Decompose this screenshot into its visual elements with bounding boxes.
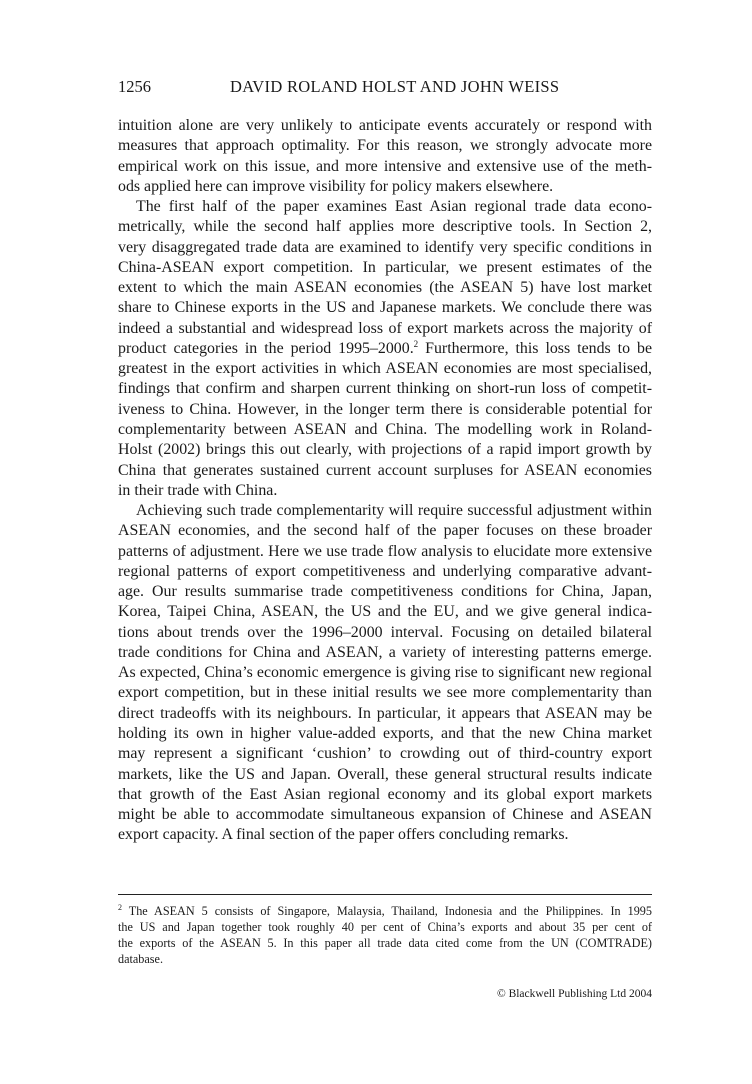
text-line: extent to which the main ASEAN economies (the ASEAN 5) have lost market (118, 279, 652, 297)
running-head-authors: DAVID ROLAND HOLST AND JOHN WEISS (230, 77, 560, 96)
text-line: greatest in the export activities in which ASEAN economies are most specialised, (118, 360, 652, 378)
text-line: China-ASEAN export competition. In particular, we present estimates of the (118, 258, 652, 276)
text-segment: The ASEAN 5 consists of Singapore, Malaysia, Thailand, Indonesia and the Philippines. In 1995 (122, 904, 652, 918)
text-line: ods applied here can improve visibility for policy makers elsewhere. (118, 177, 554, 195)
footnote-line: the US and Japan together took roughly 40 per cent of China’s exports and about 35 per cent of (118, 920, 652, 934)
paragraph (118, 116, 652, 197)
text-line: China that generates sustained current account surpluses for ASEAN economies (118, 461, 652, 479)
text-line: As expected, China’s economic emergence is giving rise to significant new regional (118, 664, 652, 682)
text-line: measures that approach optimality. For this reason, we strongly advocate more (118, 137, 652, 155)
text-line: may represent a significant ‘cushion’ to crowding out of third-country export (118, 745, 652, 763)
text-line: very disaggregated trade data are examined to identify very specific conditions in (118, 238, 652, 256)
text-line: age. Our results summarise trade competitiveness conditions for China, Japan, (118, 583, 652, 601)
text-line: Korea, Taipei China, ASEAN, the US and the EU, and we give general indica- (118, 603, 652, 621)
text-segment: Furthermore, this loss tends to be (418, 339, 652, 357)
text-segment: product categories in the period 1995–2000. (118, 339, 414, 357)
footnote-line (118, 903, 652, 919)
text-line: that growth of the East Asian regional economy and its global export markets (118, 785, 652, 803)
copyright-notice: © Blackwell Publishing Ltd 2004 (496, 988, 652, 1000)
text-line: in their trade with China. (118, 481, 278, 499)
footnote-marker: 2 (118, 903, 122, 912)
footnote (118, 903, 652, 967)
text-line: metrically, while the second half applies more descriptive tools. In Section 2, (118, 218, 652, 236)
footnote-reference[interactable]: 2 (413, 338, 419, 349)
text-line: Achieving such trade complementarity will require successful adjustment within (136, 502, 652, 520)
text-line: findings that confirm and sharpen current thinking on short-run loss of competit- (118, 380, 652, 398)
text-line: ASEAN economies, and the second half of the paper focuses on these broader (118, 522, 652, 540)
text-line (118, 339, 652, 359)
text-line: export competition, but in these initial results we see more complementarity than (118, 684, 652, 702)
text-line: complementarity between ASEAN and China. The modelling work in Roland- (118, 420, 652, 438)
text-line: tions about trends over the 1996–2000 interval. Focusing on detailed bilateral (118, 623, 652, 641)
footnote-line: the exports of the ASEAN 5. In this paper all trade data cited come from the UN (COMTRADE) (118, 936, 652, 950)
text-line: markets, like the US and Japan. Overall, these general structural results indicate (118, 765, 652, 783)
text-line: iveness to China. However, in the longer term there is considerable potential for (118, 400, 652, 418)
text-line: indeed a substantial and widespread loss of export markets across the majority of (118, 319, 652, 337)
text-line: empirical work on this issue, and more intensive and extensive use of the meth- (118, 157, 652, 175)
text-line: Holst (2002) brings this out clearly, with projections of a rapid import growth by (118, 441, 652, 459)
text-line: export capacity. A final section of the paper offers concluding remarks. (118, 826, 569, 844)
text-line: The first half of the paper examines East Asian regional trade data econo- (136, 198, 652, 216)
text-line: holding its own in higher value-added exports, and that the new China market (118, 724, 652, 742)
paragraph (118, 197, 652, 501)
footnote-line: database. (118, 952, 164, 966)
text-line: share to Chinese exports in the US and Japanese markets. We conclude there was (118, 299, 652, 317)
text-line: regional patterns of export competitiveness and underlying comparative advant- (118, 562, 652, 580)
text-line: might be able to accommodate simultaneous expansion of Chinese and ASEAN (118, 806, 652, 824)
text-line: patterns of adjustment. Here we use trade flow analysis to elucidate more extensive (118, 542, 652, 560)
page-number: 1256 (118, 77, 151, 96)
text-line: intuition alone are very unlikely to anticipate events accurately or respond with (118, 117, 652, 134)
footnote-divider (118, 894, 652, 895)
text-line: direct tradeoffs with its neighbours. In particular, it appears that ASEAN may be (118, 704, 652, 722)
body-text (118, 116, 652, 846)
text-line: trade conditions for China and ASEAN, a variety of interesting patterns emerge. (118, 643, 652, 661)
paragraph (118, 501, 652, 846)
